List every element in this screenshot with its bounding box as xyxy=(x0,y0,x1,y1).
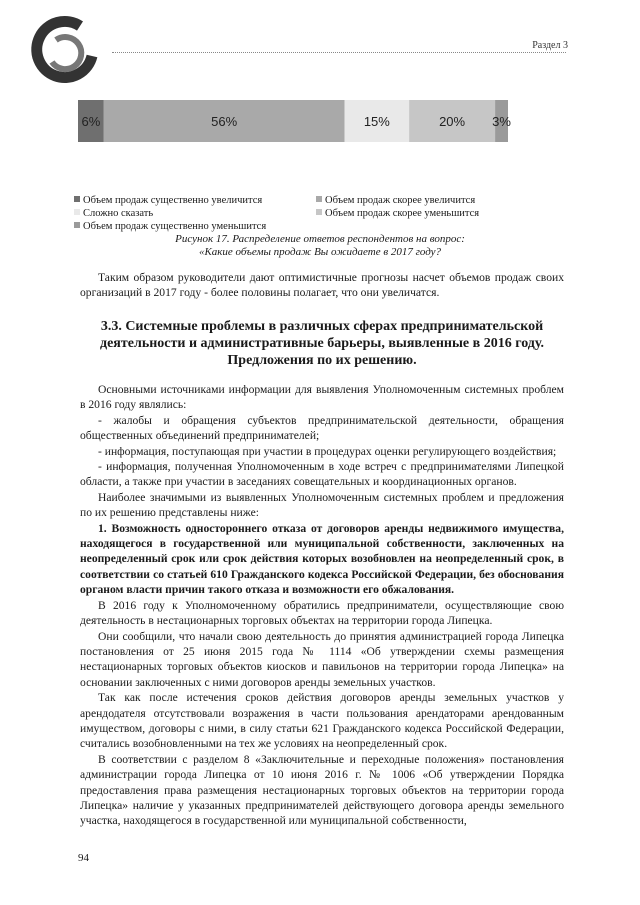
legend-label: Объем продаж скорее уменьшится xyxy=(325,208,480,219)
logo-icon xyxy=(30,18,100,88)
stacked-bar-svg xyxy=(78,100,511,145)
legend-label: Объем продаж скорее увеличится xyxy=(325,195,476,206)
legend-swatch xyxy=(74,222,80,228)
legend-item-strong-increase xyxy=(74,194,262,207)
body-list-item: - жалобы и обращения субъектов предпринимательской деятельности, обращения общественных объединений предпринимателей; xyxy=(80,413,564,443)
section-tag: Раздел 3 xyxy=(532,40,568,51)
intro-paragraph: Таким образом руководители дают оптимистичные прогнозы насчет объемов продаж своих организаций в 2017 году - более половины полагает, что они увеличатся. xyxy=(80,271,564,300)
legend-swatch xyxy=(316,196,322,202)
data-label-2: 56% xyxy=(211,114,238,129)
body-paragraph: Основными источниками информации для выявления Уполномоченным системных проблем в 2016 году являлись: xyxy=(80,383,564,412)
body-paragraph: Наиболее значимыми из выявленных Уполномоченным системных проблем и предложения по их решению представлены ниже: xyxy=(80,490,564,520)
legend-item-strong-decrease xyxy=(74,220,266,233)
section-body xyxy=(80,382,564,829)
data-label-5: 3% xyxy=(492,114,511,129)
section-title-line-2: деятельности и административные барьеры, выявленные в 2016 году. xyxy=(100,336,544,351)
section-title xyxy=(80,318,564,369)
legend-item-decrease xyxy=(316,207,479,220)
legend-label: Объем продаж существенно увеличится xyxy=(83,195,263,206)
body-list-item: - информация, поступающая при участии в процедурах оценки регулирующего воздействия; xyxy=(98,444,557,458)
caption-line-2: «Какие объемы продаж Вы ожидаете в 2017 году? xyxy=(198,246,442,258)
legend-swatch xyxy=(316,209,322,215)
body-paragraph: Так как после истечения сроков действия договоров аренды земельных участков у арендодателя отсутствовали возражения в части пользования арендаторами арендованным имуществом, договоры с ними, в силу статьи 621 Гражданского кодекса Российской Федерации, считались возобновленными на тех же условиях на неопределенный срок. xyxy=(80,691,564,751)
legend-item-hard-to-say xyxy=(74,207,153,220)
data-label-1: 6% xyxy=(81,114,101,129)
caption-line-1: Рисунок 17. Распределение ответов респондентов на вопрос: xyxy=(175,233,465,245)
section-title-line-3: Предложения по их решению. xyxy=(227,353,417,368)
legend-swatch xyxy=(74,209,80,215)
page-number: 94 xyxy=(78,852,89,864)
body-paragraph: Они сообщили, что начали свою деятельность до принятия администрацией города Липецка постановления от 25 июня 2015 года № 1114 «Об утверждении схемы размещения нестационарных торговых объектов киосков и павильонов на территории города Липецка» на основании заключенных с ними договоров аренды земельных участков. xyxy=(80,629,564,689)
body-paragraph: В соответствии с разделом 8 «Заключительные и переходные положения» постановления администрации города Липецка от 10 июня 2016 г. № 1006 «Об утверждении Порядка предоставления права размещения нестационарных торговых объектов на территории города Липецка» наличие у указанных предпринимателей действующего договора аренды земельного участка, находящегося в государственной или муниципальной собственности, xyxy=(80,752,564,828)
body-paragraph: В 2016 году к Уполномоченному обратились предприниматели, осуществляющие свою деятельность в нестационарных торговых объектах на территории города Липецка. xyxy=(80,598,564,628)
data-label-4: 20% xyxy=(439,114,466,129)
legend-swatch xyxy=(74,196,80,202)
section-title-line-1: 3.3. Системные проблемы в различных сферах предпринимательской xyxy=(100,319,544,334)
legend-label: Сложно сказать xyxy=(83,208,154,219)
intro-block xyxy=(80,270,564,301)
header-rule xyxy=(112,52,566,53)
sales-expectation-chart xyxy=(78,100,511,150)
data-label-3: 15% xyxy=(363,114,390,129)
legend-item-increase xyxy=(316,194,475,207)
body-list-item: - информация, полученная Уполномоченным в ходе встреч с предпринимателями Липецкой области, а также при участии в заседаниях совещательных и координационных органов. xyxy=(80,460,564,489)
legend-label: Объем продаж существенно уменьшится xyxy=(83,221,267,232)
problem-heading-1: 1. Возможность одностороннего отказа от договоров аренды недвижимого имущества, находящегося в государственной или муниципальной собственности, заключенных на неопределенный срок или срок действия которых возобновлен на неопределенный срок, в соответствии со статьей 610 Гражданского кодекса Российской Федерации, без обоснования органом власти причин такого отказа и возможности его обжалования. xyxy=(80,521,564,597)
figure-caption xyxy=(80,233,560,259)
